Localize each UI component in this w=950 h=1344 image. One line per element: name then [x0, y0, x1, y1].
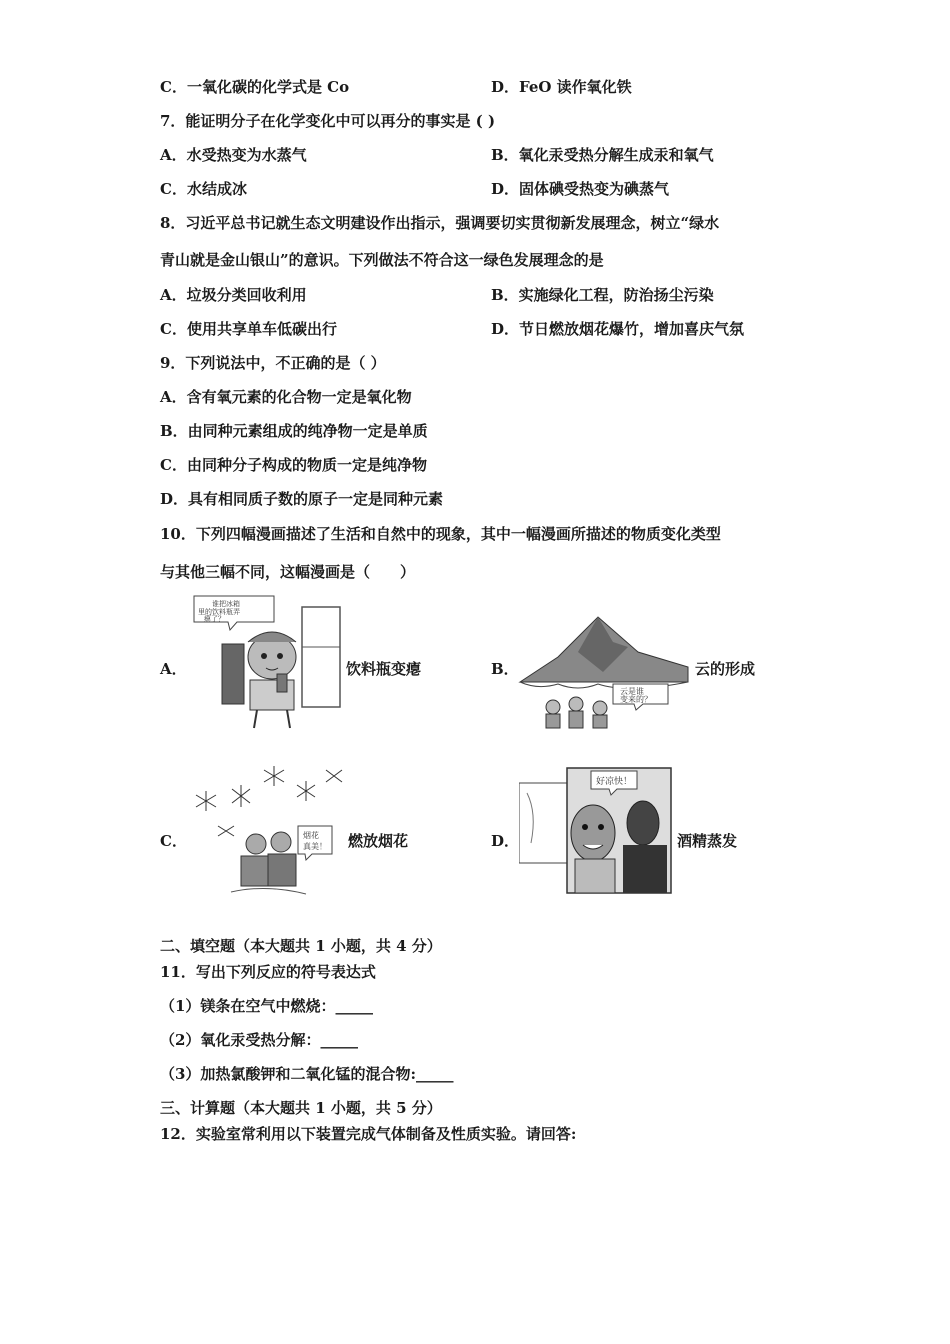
q7-option-b: B．氧化汞受热分解生成汞和氧气 — [491, 146, 714, 164]
cartoon-c-bubble-line1: 烟花 — [303, 831, 319, 840]
q6-option-d: D．FeO 读作氧化铁 — [491, 78, 632, 96]
q11-stem: 11．写出下列反应的符号表达式 — [160, 963, 376, 981]
q9-option-b: B．由同种元素组成的纯净物一定是单质 — [160, 422, 428, 440]
q8-option-c: C．使用共享单车低碳出行 — [160, 320, 337, 338]
q11-part-1: （1）镁条在空气中燃烧：_____ — [160, 997, 373, 1015]
q9-option-c: C．由同种分子构成的物质一定是纯净物 — [160, 456, 427, 474]
cartoon-d-bubble: 好凉快！ — [596, 777, 633, 787]
cartoon-a-bubble-line2: 里的饮料瓶弄 — [198, 608, 240, 616]
q8-option-a: A．垃圾分类回收利用 — [160, 286, 307, 304]
cartoon-a-bubble-line1: 谁把冰箱 — [212, 600, 240, 608]
cartoon-b-bubble-line2: 变来的？ — [620, 695, 652, 704]
cartoon-c-fireworks — [186, 756, 348, 898]
q11-part-2: （2）氧化汞受热分解：_____ — [160, 1031, 358, 1049]
cartoon-d-alcohol — [519, 763, 673, 895]
q9-stem: 9．下列说法中，不正确的是（ ） — [160, 354, 386, 372]
q8-stem-line2: 青山就是金山银山”的意识。下列做法不符合这一绿色发展理念的是 — [160, 251, 604, 269]
cartoon-a-caption: 饮料瓶变瘪 — [346, 660, 422, 678]
q10-option-a-letter: A． — [160, 660, 187, 678]
cartoon-b-bubble-line1: 云是谁 — [620, 687, 644, 696]
q9-option-d: D．具有相同质子数的原子一定是同种元素 — [160, 490, 444, 508]
q8-option-d: D．节日燃放烟花爆竹，增加喜庆气氛 — [491, 320, 745, 338]
q9-option-a: A．含有氧元素的化合物一定是氧化物 — [160, 388, 412, 406]
q7-option-a: A．水受热变为水蒸气 — [160, 146, 307, 164]
cartoon-c-caption: 燃放烟花 — [348, 832, 409, 850]
cartoon-b-caption: 云的形成 — [695, 660, 756, 678]
q7-option-c: C．水结成冰 — [160, 180, 247, 198]
q7-option-d: D．固体碘受热变为碘蒸气 — [491, 180, 670, 198]
q10-stem-line1: 10．下列四幅漫画描述了生活和自然中的现象，其中一幅漫画所描述的物质变化类型 — [160, 525, 721, 543]
section-2-heading: 二、填空题（本大题共 1 小题，共 4 分） — [160, 937, 442, 955]
q10-option-c-letter: C． — [160, 832, 187, 850]
cartoon-a-bottle — [192, 592, 342, 732]
q6-option-c: C．一氧化碳的化学式是 Co — [160, 78, 350, 96]
q10-option-b-letter: B． — [491, 660, 519, 678]
q7-stem: 7．能证明分子在化学变化中可以再分的事实是 ( ) — [160, 112, 496, 130]
cartoon-c-bubble-line2: 真美！ — [303, 842, 327, 851]
cartoon-d-caption: 酒精蒸发 — [677, 832, 738, 850]
q12-stem: 12．实验室常利用以下装置完成气体制备及性质实验。请回答: — [160, 1125, 577, 1143]
q11-part-3: （3）加热氯酸钾和二氧化锰的混合物:_____ — [160, 1065, 454, 1083]
q8-option-b: B．实施绿化工程，防治扬尘污染 — [491, 286, 714, 304]
cartoon-a-bubble-line3: 瘪了？ — [204, 615, 225, 623]
section-3-heading: 三、计算题（本大题共 1 小题，共 5 分） — [160, 1099, 442, 1117]
q10-option-d-letter: D． — [491, 832, 520, 850]
q8-stem-line1: 8．习近平总书记就生态文明建设作出指示，强调要切实贯彻新发展理念，树立“绿水 — [160, 214, 720, 232]
q10-stem-line2: 与其他三幅不同，这幅漫画是（ ） — [160, 563, 416, 581]
cartoon-b-mountain — [518, 612, 690, 730]
